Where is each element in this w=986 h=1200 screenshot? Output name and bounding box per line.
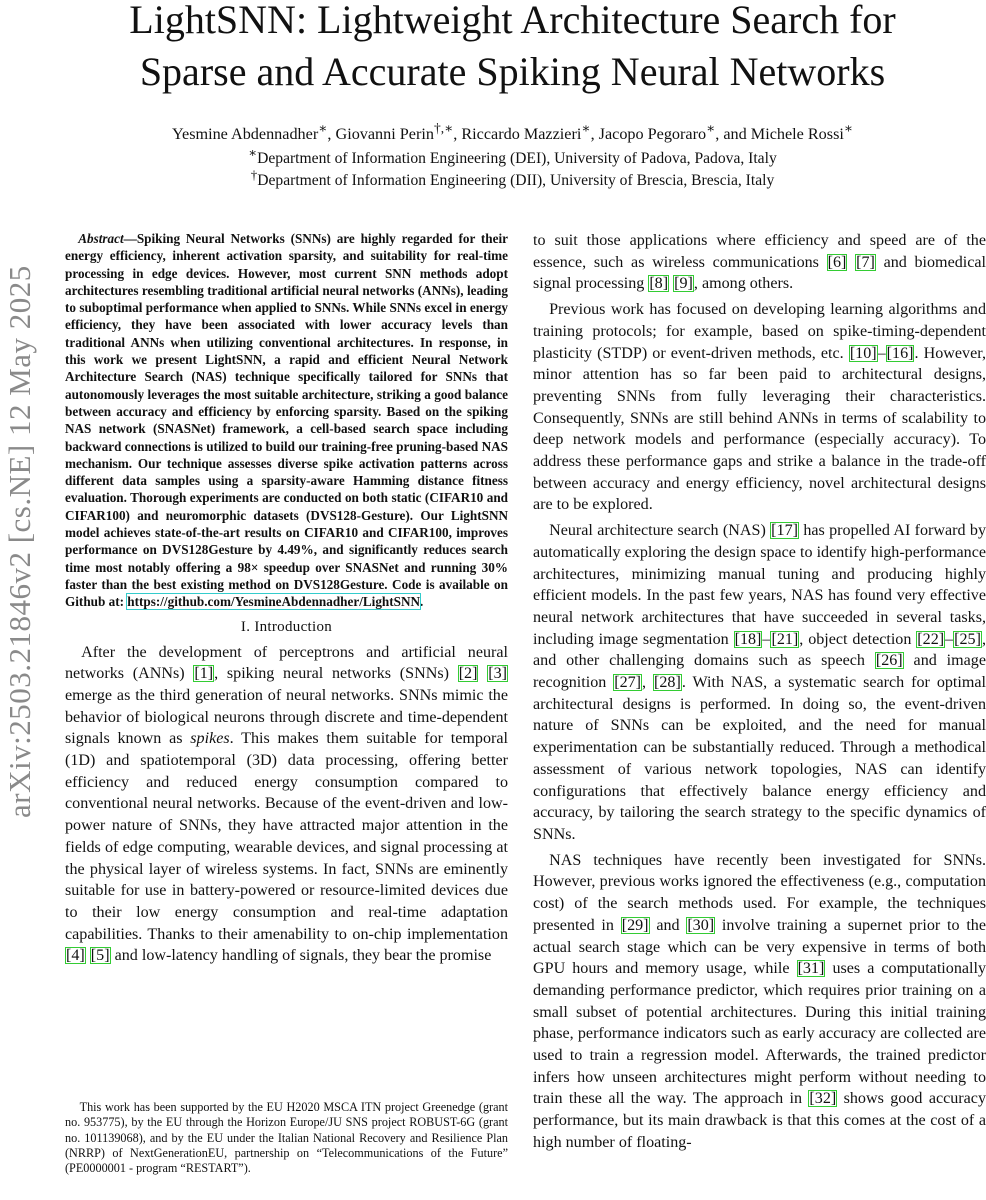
abstract-lead: Abstract [78,231,124,246]
left-column [65,230,508,967]
citation-link[interactable]: [5] [90,947,110,965]
citation-link[interactable]: [26] [875,652,903,670]
author-2: Giovanni Perin†,∗, [335,121,462,144]
citation-link[interactable]: [30] [687,916,715,934]
right-paragraph-1 [533,230,986,295]
citation-link[interactable]: [29] [621,916,649,934]
text-run: – [945,630,954,648]
text-run: , [642,674,654,692]
text-run: – [877,344,886,362]
citation-link[interactable]: [21] [771,630,799,648]
text-run: NAS techniques have recently been investigated for SNNs. However, previous works ignored the effectiveness (e.g., computation cost) of the search methods used. For example, the techniques presented in [533,851,986,934]
text-run: , and other challenging domains such as speech [533,630,986,670]
right-paragraph-4 [533,850,986,1154]
author-4: Jacopo Pegoraro∗, and [598,121,751,144]
citation-link[interactable]: [31] [797,960,825,978]
abstract-text: Spiking Neural Networks (SNNs) are highly regarded for their energy efficiency, inherent activation sparsity, and suitability for real-time processing in edge devices. However, most current SNN methods adopt architectures resembling traditional artificial neural networks (ANNs), leading to suboptimal performance when applied to SNNs. While SNNs excel in energy efficiency, they have been associated with lower accuracy levels than traditional ANNs when utilizing conventional architectures. In response, in this work we present LightSNN, a rapid and efficient Neural Network Architecture Search (NAS) technique specifically tailored for SNNs that autonomously leverages the most suitable architecture, striking a good balance between accuracy and efficiency by enforcing sparsity. Based on the spiking NAS network (SNASNet) framework, a cell-based search space including backward connections is utilized to build our training-free pruning-based NAS mechanism. Our technique assesses diverse spike activation patterns across different data samples using a sparsity-aware Hamming distance fitness evaluation. Thorough experiments are conducted on both static (CIFAR10 and CIFAR100) and neuromorphic datasets (DVS128-Gesture). Our LightSNN model achieves state-of-the-art results on CIFAR10 and CIFAR100, improves performance on DVS128Gesture by 4.49%, and significantly reduces search time most notably offering a 98× speedup over SNASNet and running 30% faster than the best existing method on DVS128Gesture. Code is available on Github at: [65,231,508,610]
citation-link[interactable]: [25] [954,630,981,648]
text-run: . However, minor attention has so far been paid to architectural designs, preventing SNNs from fully leveraging their characteristics. Consequently, SNNs are still behind ANNs in terms of scalability to deep network models and performance (especially accuracy). To address these performance gaps and strike a balance in the trade-off between accuracy and energy efficiency, novel architectural designs are to be explored. [533,344,986,514]
right-paragraph-3 [533,520,986,846]
citation-link[interactable]: [32] [809,1090,837,1108]
text-run: has propelled AI forward by automatically exploring the design space to identify high-performance architectures, minimizing manual tuning and producing highly efficient models. In the past few years, NAS has found very effective neural network architectures that have succeeded in several tasks, including image segmentation [533,522,986,648]
citation-link[interactable]: [18] [734,630,762,648]
title-line-2: Sparse and Accurate Spiking Neural Networks [139,49,886,94]
text-run: , among others. [693,275,794,293]
author-3: Riccardo Mazzieri∗, [461,121,599,144]
affiliation-brescia: †Department of Information Engineering (DII), University of Brescia, Brescia, Italy [250,167,775,190]
text-run: involve training a supernet prior to the actual search stage which can be very expensive in terms of both GPU hours and memory usage, while [533,916,986,978]
text-run: . This makes them suitable for temporal (1D) and spatiotemporal (3D) data processing, offering better efficiency and reduced energy consumption compared to conventional neural networks. Because of the event-driven and low-power nature of SNNs, they have attracted major attention in the fields of edge computing, wearable devices, and signal processing at the physical layer of wireless systems. In fact, SNNs are eminently suitable for use in battery-powered or resource-limited devices due to their low energy consumption and real-time adaptation capabilities. Thanks to their amenability to on-chip implementation [65,730,508,943]
text-run: Neural architecture search (NAS) [549,522,771,540]
text-run: and biomedical signal processing [533,253,986,293]
abstract: Abstract—Spiking Neural Networks (SNNs) are highly regarded for their energy efficiency, inherent activation sparsity, and suitability for real-time processing in edge devices. However, most current SNN methods adopt architectures resembling traditional artificial neural networks (ANNs), leading to suboptimal performance when applied to SNNs. While SNNs excel in energy efficiency, they have been associated with lower accuracy levels than traditional ANNs when utilizing conventional architectures. In response, in this work we present LightSNN, a rapid and efficient Neural Network Architecture Search (NAS) technique specifically tailored for SNNs that autonomously leverages the most suitable architecture, striking a good balance between accuracy and efficiency by enforcing sparsity. Based on the spiking NAS network (SNASNet) framework, a cell-based search space including backward connections is utilized to build our training-free pruning-based NAS mechanism. Our technique assesses diverse spike activation patterns across different data samples using a sparsity-aware Hamming distance fitness evaluation. Thorough experiments are conducted on both static (CIFAR10 and CIFAR100) and neuromorphic datasets (DVS128-Gesture). Our LightSNN model achieves state-of-the-art results on CIFAR10 and CIFAR100, improves performance on DVS128Gesture by 4.49%, and significantly reduces search time most notably offering a 98× speedup over SNASNet and running 30% faster than the best existing method on DVS128Gesture. Code is available on Github at: https://github.com/YesmineAbdennadher/LightSNN. [65,231,508,610]
paper-title [40,0,985,98]
author-5: Michele Rossi∗ [750,121,854,144]
citation-link[interactable]: [10] [849,344,877,362]
citation-link[interactable]: [16] [886,344,914,362]
text-run: After the development of perceptrons and artificial neural networks (ANNs) [65,643,508,683]
citation-link[interactable]: [22] [917,630,945,648]
arxiv-identifier-stamp: arXiv:2503.21846v2 [cs.NE] 12 May 2025 [2,265,37,818]
citation-link[interactable]: [27] [614,674,642,692]
citation-link[interactable]: [9] [674,275,693,293]
intro-paragraph-left [65,642,508,968]
citation-link[interactable]: [17] [771,522,798,540]
text-run: Previous work has focused on developing learning algorithms and training protocols; for example, based on spike-timing-dependent plasticity (STDP) or event-driven methods, etc. [533,301,986,362]
text-run: and image recognition [533,652,986,692]
citation-link[interactable]: [7] [856,253,875,271]
affiliation-padova: ∗Department of Information Engineering (DEI), University of Padova, Padova, Italy [248,145,777,168]
emphasis-text: spikes [190,730,230,748]
citation-link[interactable]: [8] [649,275,669,293]
text-run: . With NAS, a systematic search for optimal architectural designs is performed. In doing so, the event-driven nature of SNNs can be exploited, and the need for manual experimentation can be substantially reduced. Through a methodical assessment of various network topologies, NAS can identify configurations that effectively balance energy efficiency and accuracy, by tailoring the search strategy to the specific dynamics of SNNs. [533,674,986,843]
text-run: shows good accuracy performance, but its main drawback is that this comes at the cost of a high number of floating- [533,1090,986,1151]
text-run: and [649,916,687,934]
github-link[interactable]: https://github.com/YesmineAbdennadher/LightSNN [127,594,421,610]
author-list [40,118,985,145]
right-paragraph-2 [533,299,986,516]
text-run: uses a computationally demanding performance predictor, which requires prior training on a small subset of potential architectures. During this initial training phase, performance indicators such as early accuracy are collected are used to train a regression model. Afterwards, the trained predictor infers how unseen architectures might perform without needing to train these all the way. The approach in [533,960,986,1108]
section-heading-introduction: I. Introduction [240,618,333,635]
citation-link[interactable]: [4] [66,947,85,965]
citation-link[interactable]: [2] [458,665,478,683]
text-run: and low-latency handling of signals, they bear the promise [110,947,492,965]
text-run: , spiking neural networks (SNNs) [214,665,458,683]
text-run: emerge as the third generation of neural networks. SNNs mimic the behavior of biological neurons through discrete and time-dependent signals known as [65,686,508,748]
citation-link[interactable]: [3] [488,665,507,683]
title-line-1: LightSNN: Lightweight Architecture Search for [129,0,896,42]
text-run: to suit those applications where efficiency and speed are of the essence, such as wireless communications [533,232,986,271]
citation-link[interactable]: [6] [827,253,847,271]
text-run: , object detection [799,630,917,648]
text-run [478,665,487,682]
text-run [847,254,855,271]
right-column [533,230,986,1154]
citation-link[interactable]: [28] [654,674,681,692]
author-1: Yesmine Abdennadher∗, [171,121,336,144]
text-run: – [762,630,771,648]
citation-link[interactable]: [1] [194,665,214,683]
funding-footnote: This work has been supported by the EU H2020 MSCA ITN project Greenedge (grant no. 953775), by the EU through the Horizon Europe/JU SNS project ROBUST-6G (grant no. 101139068), and by the EU under the Italian National Recovery and Resilience Plan (NRRP) of NextGenerationEU, partnership on “Telecommunications of the Future” (PE0000001 - program “RESTART”). [65,1100,508,1176]
